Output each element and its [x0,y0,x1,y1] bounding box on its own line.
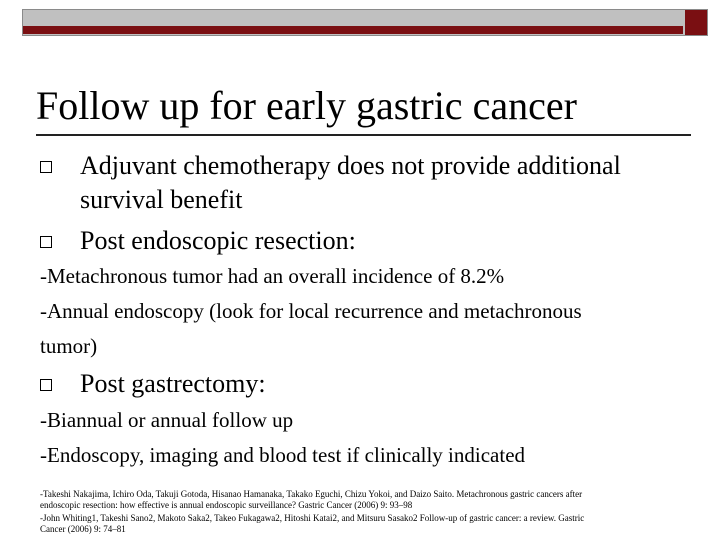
gastrectomy-point: -Endoscopy, imaging and blood test if clinically indicated [40,443,526,467]
endoscopic-point: -Annual endoscopy (look for local recurrence and metachronous [40,299,582,323]
header-accent-square [683,10,707,35]
bullet-text-line: Post gastrectomy: [80,369,266,398]
slide-title: Follow up for early gastric cancer [36,83,577,128]
endoscopic-point: tumor) [40,334,98,358]
hollow-square-icon [40,161,52,173]
reference-line: -John Whiting1, Takeshi Sano2, Makoto Saka2, Takeo Fukagawa2, Hitoshi Katai2, and Mitsuru Sasako2 Follow-up of gastric cancer: a review. Gastric [40,513,585,523]
slide-header-bar [22,9,708,36]
endoscopic-point: -Metachronous tumor had an overall incidence of 8.2% [40,264,505,288]
title-divider [36,134,691,136]
hollow-square-icon [40,236,52,248]
reference-line: Cancer (2006) 9: 74–81 [40,524,126,534]
bullet-text-line: Post endoscopic resection: [80,226,356,255]
header-accent-stripe [23,26,707,34]
bullet-text-line: Adjuvant chemotherapy does not provide additional [80,151,621,180]
reference-line: endoscopic resection: how effective is annual endoscopic surveillance? Gastric Cancer (2006) 9: 93–98 [40,500,413,510]
gastrectomy-point: -Biannual or annual follow up [40,408,294,432]
reference-line: -Takeshi Nakajima, Ichiro Oda, Takuji Gotoda, Hisanao Hamanaka, Takako Eguchi, Chizu Yokoi, and Daizo Saito. Metachronous gastric cancers after [40,489,583,499]
hollow-square-icon [40,379,52,391]
bullet-text-line: survival benefit [80,185,243,214]
